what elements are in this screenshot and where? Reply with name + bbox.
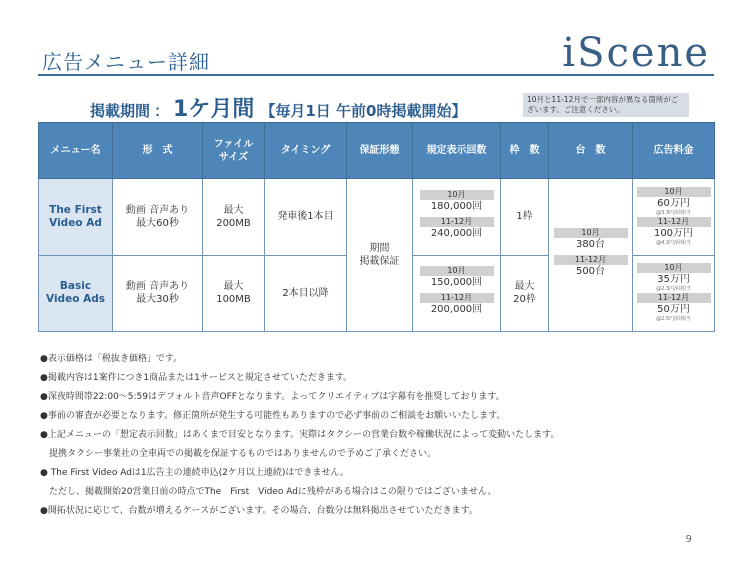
price-value: 60万円 xyxy=(657,197,690,209)
price-value: 100万円 xyxy=(653,227,694,239)
price-unit-note: @2.3円/回相当 xyxy=(656,286,691,293)
price-unit-note: @2.5円/回相当 xyxy=(656,316,691,323)
price-period-tag: 10月 xyxy=(637,187,711,197)
format-cell: 動画 音声あり 最大60秒 xyxy=(113,179,203,256)
header-menu: メニュー名 xyxy=(39,123,113,179)
brand-logo: iScene xyxy=(562,30,710,76)
period-note: 10月と11-12月で一部内容が異なる箇所がございます。ご注意ください。 xyxy=(523,93,689,117)
note-item: ●事前の審査が必要となります。修正箇所が発生する可能性もありますので必ず事前のご相談をお願いいたします。 xyxy=(40,411,506,421)
impressions-period-tag: 11-12月 xyxy=(420,217,494,227)
period-colon: ： xyxy=(154,102,170,120)
price-value: 50万円 xyxy=(657,304,690,316)
price-unit-note: @3.3円/回相当 xyxy=(656,209,691,216)
timing-cell: 発車後1本目 xyxy=(265,179,347,256)
file-size-cell: 最大 200MB xyxy=(203,179,265,256)
page-number: 9 xyxy=(685,534,692,545)
impressions-value: 180,000回 xyxy=(430,200,483,212)
period-schedule: 【毎月1日 午前0時掲載開始】 xyxy=(260,102,467,120)
header-slots: 枠 数 xyxy=(501,123,549,179)
header-timing: タイミング xyxy=(265,123,347,179)
header-units: 台 数 xyxy=(549,123,633,179)
guarantee-cell: 期間 掲載保証 xyxy=(347,179,413,332)
price-period-tag: 11-12月 xyxy=(637,217,711,227)
units-period-tag: 11-12月 xyxy=(554,255,628,265)
impressions-value: 150,000回 xyxy=(430,277,483,289)
note-item: 提携タクシー事業社の全車両での掲載を保証するものではありませんので予めご了承ください。 xyxy=(40,449,437,459)
header-guarantee: 保証形態 xyxy=(347,123,413,179)
header-impressions: 規定表示回数 xyxy=(413,123,501,179)
menu-name: Basic Video Ads xyxy=(39,255,113,332)
impressions-cell xyxy=(413,255,501,332)
impressions-period-tag: 10月 xyxy=(420,190,494,200)
note-item: ●掲載内容は1案件につき1商品または1サービスと規定させていただきます。 xyxy=(40,373,353,383)
file-size-cell: 最大 100MB xyxy=(203,255,265,332)
timing-cell: 2本目以降 xyxy=(265,255,347,332)
header-price: 広告料金 xyxy=(633,123,715,179)
menu-name: The First Video Ad xyxy=(39,179,113,256)
units-period-tag: 10月 xyxy=(554,228,628,238)
page-title: 広告メニュー詳細 xyxy=(42,50,210,74)
header-format: 形 式 xyxy=(113,123,203,179)
notes-list xyxy=(40,350,720,521)
price-period-tag: 10月 xyxy=(637,263,711,273)
note-item: ●表示価格は「税抜き価格」です。 xyxy=(40,354,183,364)
header-file-size: ファイル サイズ xyxy=(203,123,265,179)
price-cell xyxy=(633,255,715,332)
price-unit-note: @4.2円/回相当 xyxy=(656,239,691,246)
format-cell: 動画 音声あり 最大30秒 xyxy=(113,255,203,332)
impressions-value: 200,000回 xyxy=(430,304,483,316)
slots-cell: 最大 20枠 xyxy=(501,255,549,332)
impressions-period-tag: 10月 xyxy=(420,266,494,276)
note-item: ●開拓状況に応じて、台数が増えるケースがございます。その場合、台数分は無料掲出させていただきます。 xyxy=(40,506,478,516)
table-row xyxy=(39,179,715,256)
price-period-tag: 11-12月 xyxy=(637,293,711,303)
slots-cell: 1枠 xyxy=(501,179,549,256)
note-item: ただし、掲載開始20営業日前の時点でThe First Video Adに残枠がある場合はこの限りではございません。 xyxy=(40,487,497,497)
impressions-value: 240,000回 xyxy=(430,227,483,239)
note-item: ● The First Video Adは1広告主の連続申込(2ケ月以上連続)はできません。 xyxy=(40,468,349,478)
period-row xyxy=(90,92,466,120)
ad-menu-table xyxy=(38,122,715,332)
impressions-period-tag: 11-12月 xyxy=(420,293,494,303)
price-value: 35万円 xyxy=(657,274,690,286)
note-item: ●上記メニューの「想定表示回数」はあくまで目安となります。実際はタクシーの営業台数や稼働状況によって変動いたします。 xyxy=(40,430,560,440)
units-value: 380台 xyxy=(575,239,606,250)
note-item: ●深夜時間帯22:00～5:59はデフォルト音声OFFとなります。よってクリエイティブは字幕有を推奨しております。 xyxy=(40,392,505,402)
period-label: 掲載期間 xyxy=(90,102,151,120)
impressions-cell xyxy=(413,179,501,256)
period-value: 1ケ月間 xyxy=(173,97,255,122)
price-cell xyxy=(633,179,715,256)
units-cell xyxy=(549,179,633,332)
units-value: 500台 xyxy=(575,266,606,277)
